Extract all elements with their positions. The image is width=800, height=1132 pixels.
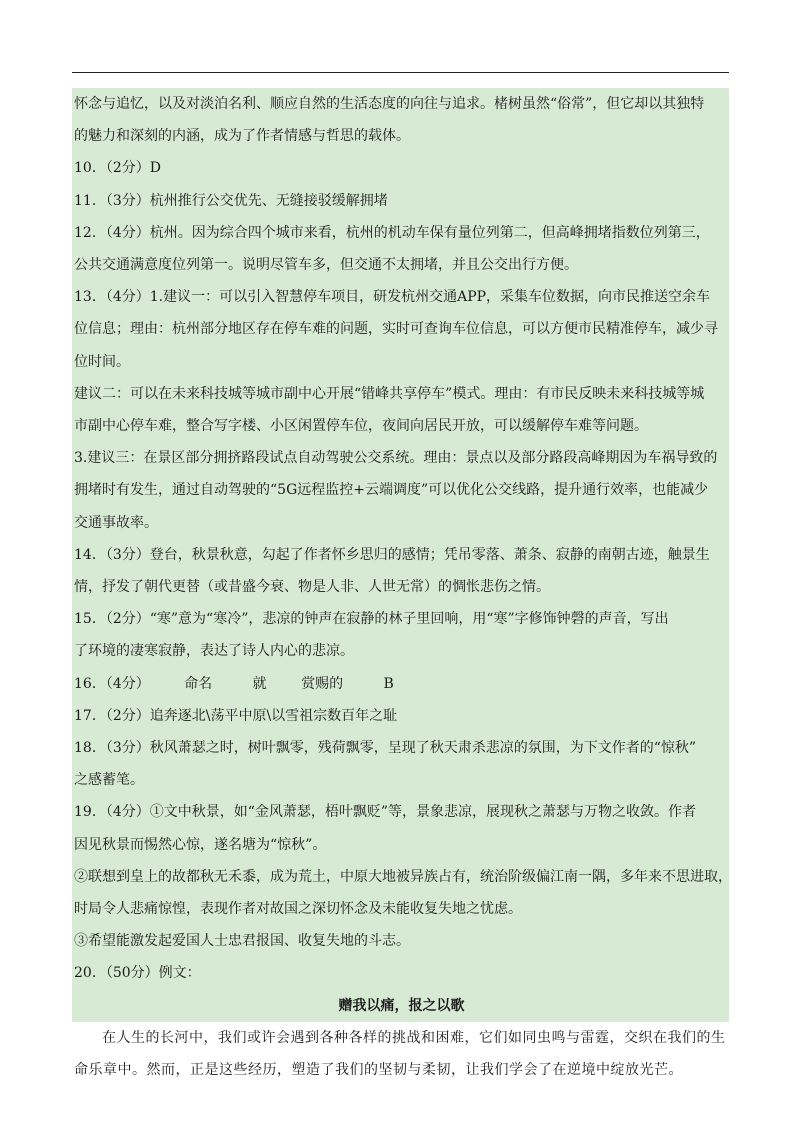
essay-line: 命乐章中。然而，正是这些经历，塑造了我们的坚韧与柔韧，让我们学会了在逆境中绽放光芒。 — [74, 1062, 683, 1079]
answer-10: 10．（2分）D — [74, 160, 161, 177]
answer-18: 18．（3分）秋风萧瑟之时，树叶飘零，残荷飘零，呈现了秋天肃杀悲凉的氛围，为下文作者的“惊秋” — [74, 740, 697, 757]
text-line: 位时间。 — [74, 353, 130, 370]
answer-13: 13．（4分）1.建议一：可以引入智慧停车项目，研发杭州交通APP，采集车位数据，向市民推送空余车 — [74, 289, 711, 306]
text-line: ②联想到皇上的故都秋无禾黍，成为荒土，中原大地被异族占有，统治阶级偏江南一隅，多年来不思进取， — [74, 868, 732, 885]
text-line: 之感蓄笔。 — [74, 772, 144, 789]
text-line: 交通事故率。 — [74, 514, 158, 531]
text-line: 3.建议三：在景区部分拥挤路段试点自动驾驶公交系统。理由：景点以及部分路段高峰期因为车祸导致的 — [74, 450, 718, 467]
text-line: ③希望能激发起爱国人士忠君报国、收复失地的斗志。 — [74, 933, 410, 950]
text-line: 情，抒发了朝代更替（或昔盛今衰、物是人非、人世无常）的惆怅悲伤之情。 — [74, 579, 550, 596]
answer-12: 12．（4分）杭州。因为综合四个城市来看，杭州的机动车保有量位列第二，但高峰拥堵指数位列第三， — [74, 224, 710, 241]
answer-17: 17．（2分）追奔逐北\荡平中原\以雪祖宗数百年之耻 — [74, 707, 398, 724]
text-line: 因见秋景而惕然心惊，遂名塘为“惊秋”。 — [74, 836, 327, 853]
answer-19: 19．（4分）①文中秋景，如“金风萧瑟，梧叶飘贬”等，景象悲凉，展现秋之萧瑟与万物之收敛。作者 — [74, 804, 697, 821]
essay-title: 赠我以痛，报之以歌 — [338, 997, 465, 1014]
answer-11: 11．（3分）杭州推行公交优先、无缝接驳缓解拥堵 — [74, 192, 388, 209]
text-line: 拥堵时有发生，通过自动驾驶的“5G远程监控+云端调度”可以优化公交线路，提升通行效率，也能减少 — [74, 482, 709, 499]
q16-answer-4: B — [383, 675, 394, 692]
answer-16 — [74, 668, 729, 700]
text-line: 了环境的凄寒寂静，表达了诗人内心的悲凉。 — [74, 643, 354, 660]
text-line: 的魅力和深刻的内涵，成为了作者情感与哲思的载体。 — [74, 128, 410, 145]
answer-20: 20．（50分）例文： — [74, 965, 201, 982]
text-line: 位信息；理由：杭州部分地区存在停车难的问题，实时可查询车位信息，可以方便市民精准停车，减少寻 — [74, 321, 718, 338]
q16-answer-3: 赏赐的 — [301, 675, 344, 692]
header-rule — [72, 72, 729, 73]
answer-15: 15．（2分）“寒”意为“寒冷”，悲凉的钟声在寂静的林子里回响，用“寒”字修饰钟磬的声音，写出 — [74, 611, 669, 628]
text-line: 时局令人悲痛惊惶，表现作者对故国之深切怀念及未能收复失地之忧虑。 — [74, 901, 522, 918]
q16-answer-2: 就 — [252, 675, 267, 692]
text-line: 公共交通满意度位列第一。说明尽管车多，但交通不太拥堵，并且公交出行方便。 — [74, 257, 578, 274]
essay-line: 在人生的长河中，我们或许会遇到各种各样的挑战和困难，它们如同虫鸣与雷霆，交织在我们的生 — [102, 1029, 726, 1046]
answer-14: 14．（3分）登台，秋景秋意，勾起了作者怀乡思归的感情；凭吊零落、萧条、寂静的南朝古迹，触景生 — [74, 546, 710, 563]
text-line: 建议二：可以在未来科技城等城市副中心开展“错峰共享停车”模式。理由：有市民反映未来科技城等城 — [74, 385, 705, 402]
text-line: 怀念与追忆，以及对淡泊名利、顺应自然的生活态度的向往与追求。楮树虽然“俗常”，但它却以其独特 — [74, 96, 705, 112]
q16-prefix: 16．（4分） — [74, 675, 150, 692]
q16-answer-1: 命名 — [184, 675, 213, 692]
answer-content — [72, 88, 732, 1079]
text-line: 市副中心停车难，整合写字楼、小区闲置停车位，夜间向居民开放，可以缓解停车难等问题。 — [74, 418, 648, 435]
